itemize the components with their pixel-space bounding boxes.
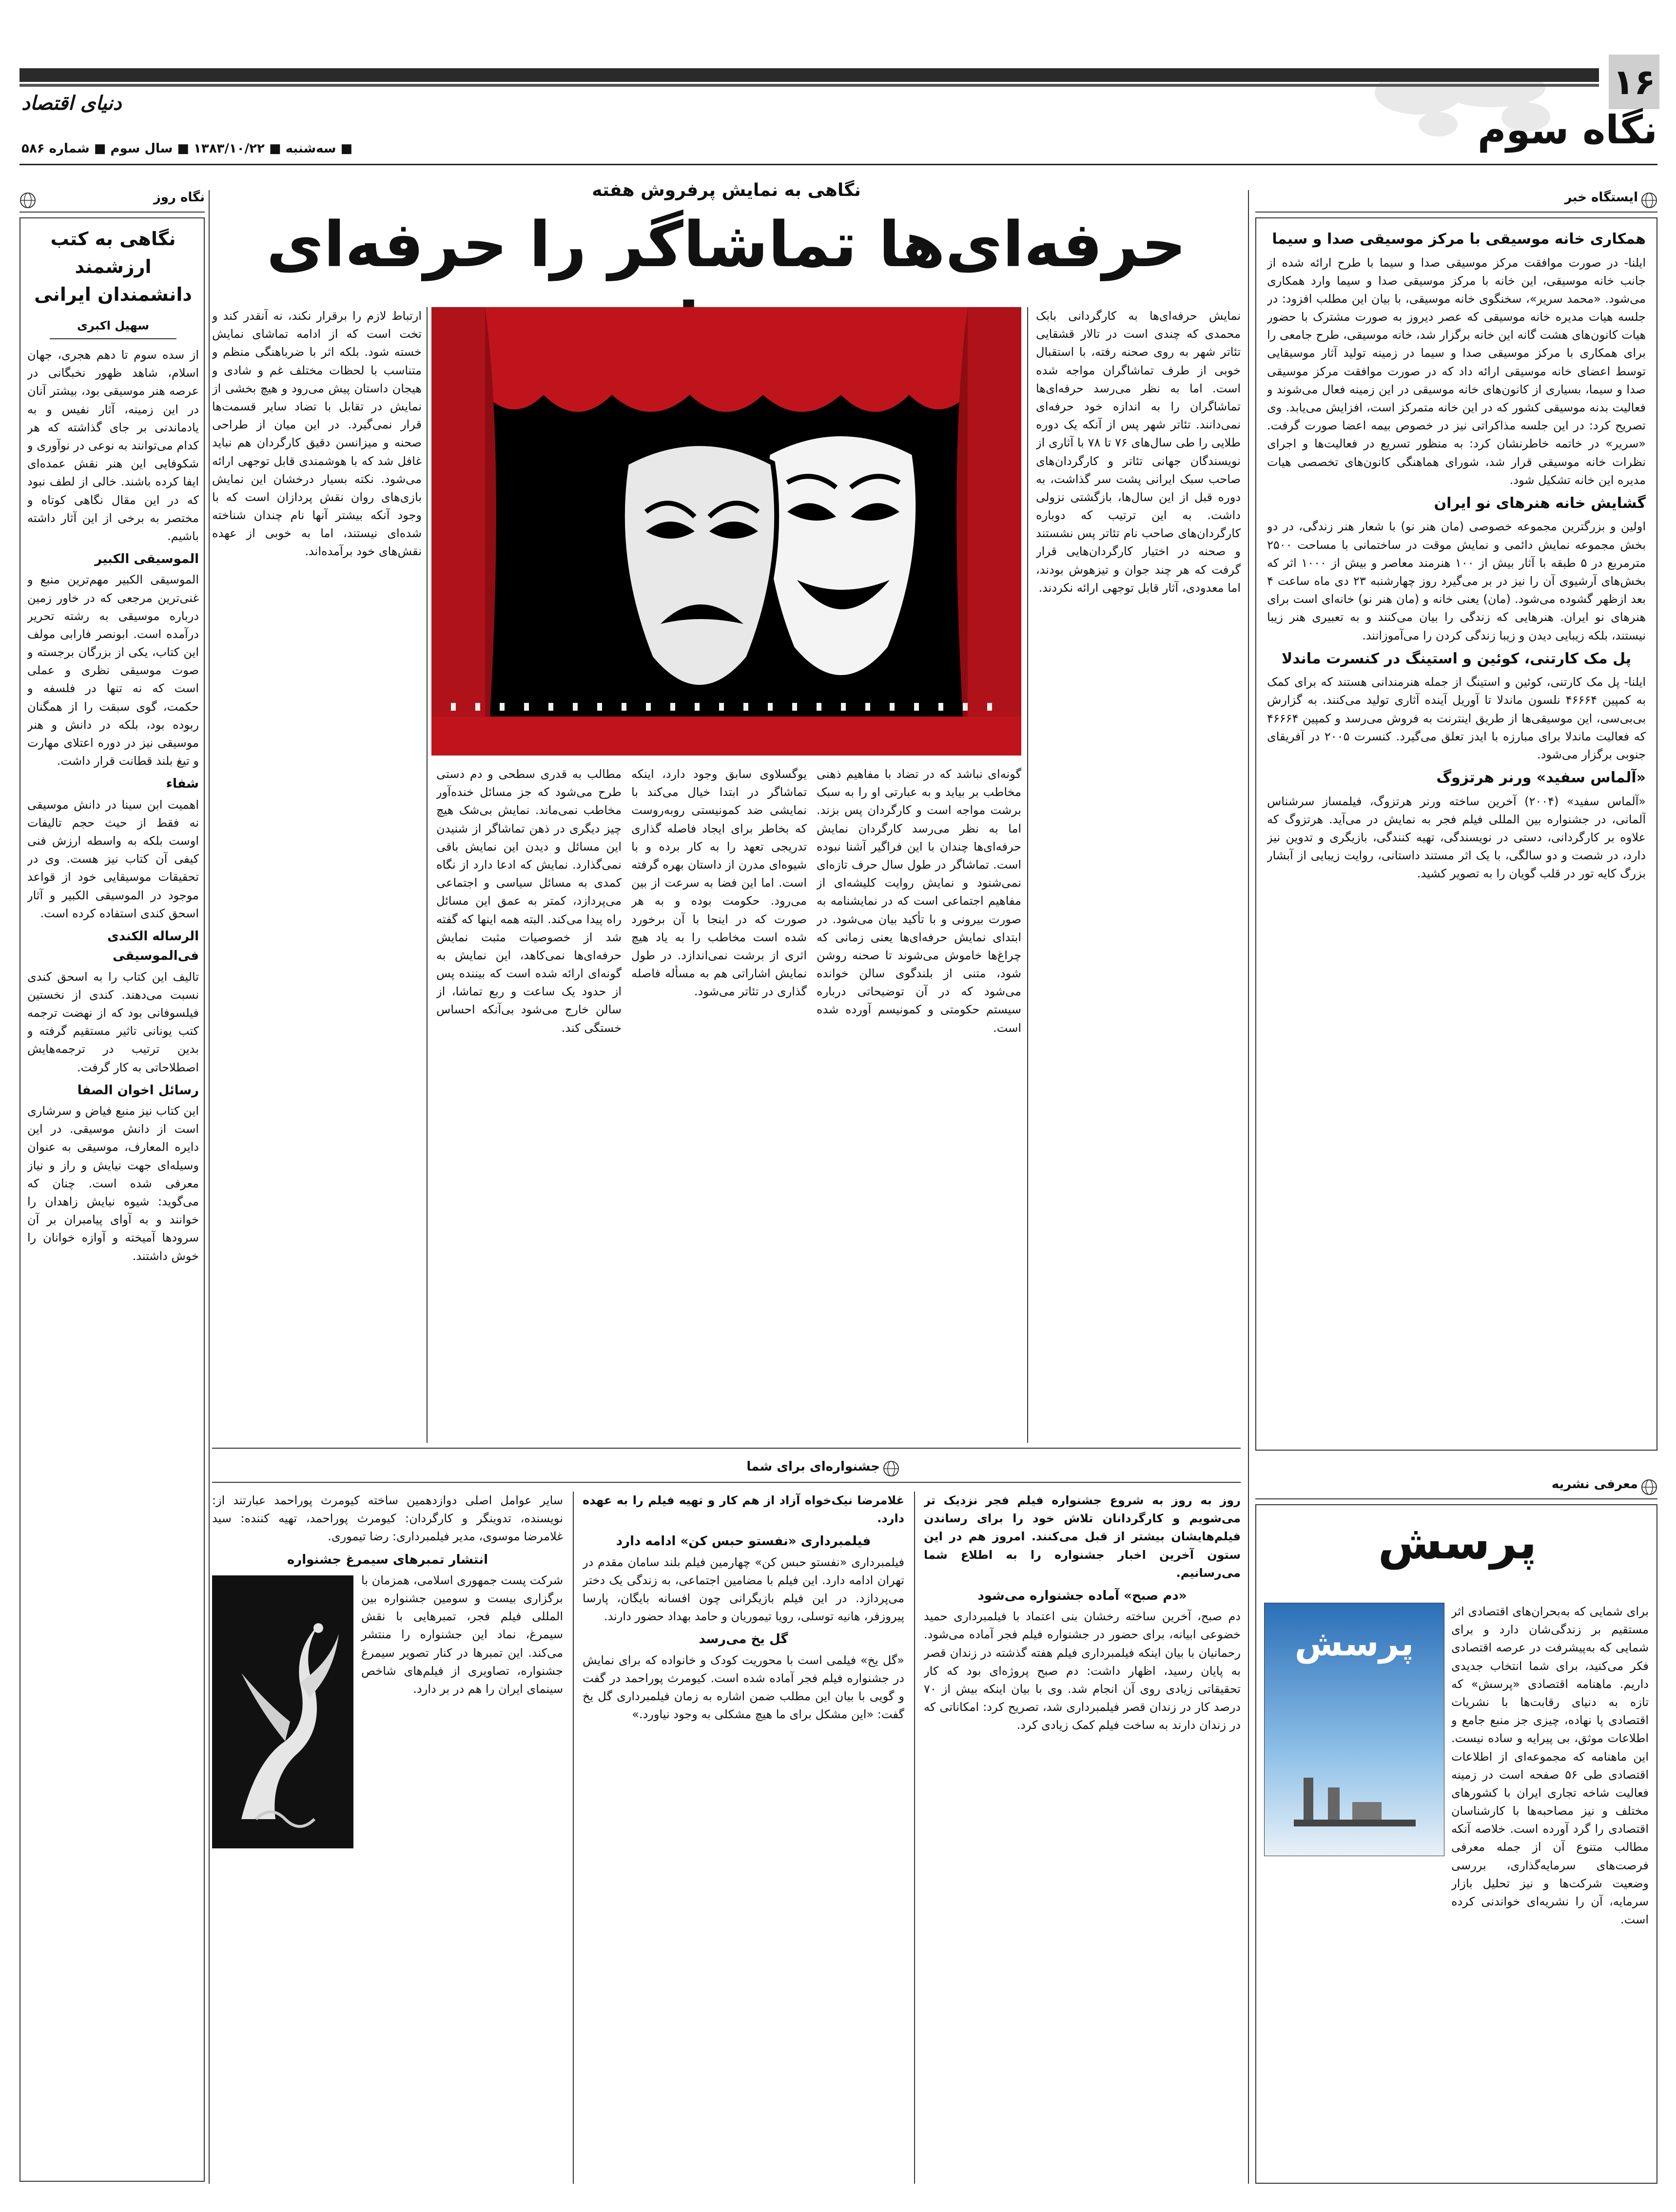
section-label: جشنواره‌ای برای شما	[746, 1459, 880, 1474]
festival-intro: سایر عوامل اصلی دوازدهمین ساخته کیومرث پوراحمد عبارتند از: نویسنده، تدوینگر و کارگردان: کیومرث پوراحمد، تهیه کننده: سید غلامرضا موسوی، مدیر فیلمبرداری: رضا تیموری.	[212, 1494, 563, 1544]
article-bottom-rule	[212, 1448, 1241, 1449]
article-column-4: مطالب به قدری سطحی و دم دستی طرح می‌شود که جز مسائل خنده‌آور مخاطب نمی‌ماند. نمایش بی‌شک هیچ چیز دیگری در ذهن تماشاگر از شنیدن این مسائل و دیدن این نمایش باقی نمی‌گذارد. نمایش که ادعا دارد از نگاه کمدی به مسائل سیاسی و اجتماعی می‌پردازد، کمتر به عمق این مسائل راه پیدا می‌کند. البته همه اینها که گفته شد از خصوصیات مثبت نمایش حرفه‌ای‌ها نمی‌کاهد، این نمایش به گونه‌ای ارائه شده است که بیننده پس از حدود یک ساعت و ربع تماشا، از سالن خارج می‌شود بی‌آنکه احساس خستگی کند.	[436, 767, 622, 1035]
news-title: «آلماس سفید» ورنر هرتزوگ	[1436, 769, 1646, 787]
news-body: «آلماس سفید» (۲۰۰۴) آخرین ساخته ورنر هرتزوگ، فیلمساز سرشناس آلمانی، در جشنواره بین المللی فیلم فجر به نمایش در می‌آید. هرتزوگ که علاوه بر کارگردانی، دستی در نویسندگی، تهیه کنندگی، بازیگری و تدوین نیز دارد، در شصت و دو سالگی، با یک اثر مستند داستانی، روایت زیبایی از آبشار بزرگ کایه تور در قلب گویان را به تصویر کشید.	[1267, 794, 1646, 881]
column-rule	[1027, 307, 1028, 1443]
left-subhead: الموسیقی الکبیر	[95, 552, 199, 567]
left-box	[19, 217, 205, 2182]
article-kicker: نگاهی به نمایش پرفروش هفته	[592, 180, 861, 200]
section-label: معرفی نشریه	[1551, 1477, 1638, 1492]
header-bar-thin	[19, 84, 1599, 87]
festival-item-body: شرکت پست جمهوری اسلامی، همزمان با برگزاری بیست و سومین جشنواره بین المللی فیلم فجر، تمبرهایی با نقش سیمرغ، نماد این جشنواره را منتشر می‌کند. این تمبرها در کنار تصویر سیمرغ جشنواره، تصاویری از فیلم‌های شاخص سینمای ایران را هم در بر دارد.	[361, 1573, 563, 1696]
magazine-body: برای شمایی که به‌بحران‌های اقتصادی اثر مستقیم بر زندگی‌شان دارد و برای شمایی که به‌پیشرفت در عرصه اقتصادی فکر می‌کنید، برای شما انتخاب جدیدی داریم. ماهنامه اقتصادی «پرسش» که تازه به دنیای رقابت‌ها با نشریات اقتصادی پا نهاده، چیزی جز منبع جامع و اطلاعات موثق، بی پیرایه و ساده نیست. این ماهنامه که مجموعه‌ای از اطلاعات اقتصادی طی ۵۶ صفحه است در زمینه فعالیت شاخه تجاری ایران با کشورهای مختلف و نیز مصاحبه‌ها با کارشناسان اقتصادی را گرد آورده است. خلاصه آنکه مطالب متنوع آن از جمله معرفی فرصت‌های سرمایه‌گذاری، بررسی وضعیت شرکت‌ها و نیز تحلیل بازار سرمایه، آن را نشریه‌ای خواندنی کرده است.	[1451, 1605, 1649, 1927]
festival-item-body: دم صبح، آخرین ساخته رخشان بنی اعتماد با فیلمبرداری حمید خضوعی ابیانه، برای حضور در جشنواره فیلم فجر آماده می‌شود. رحمانیان با بیان اینکه فیلمبرداری فیلم هفته گذشته در زندان قصر به پایان رسید، اظهار داشت: دم صبح پروژه‌ای بود که کار تحقیقاتی زیادی روی آن انجام شد. وی با بیان اینکه بیش از ۷۰ درصد کار در زندان قصر فیلمبرداری شد، تصریح کرد: امکاناتی که در زندان دارند به ساخت فیلم کمک زیادی کرد.	[924, 1610, 1241, 1732]
section-rule	[1255, 212, 1657, 213]
simorgh-stamp-image	[212, 1575, 353, 1848]
title-underline	[50, 338, 176, 339]
festival-column-2	[583, 1492, 904, 2184]
news-title: گشایش خانه هنرهای نو ایران	[1434, 494, 1646, 512]
globe-icon	[1641, 192, 1657, 209]
magazine-title: پرسش	[1378, 1515, 1537, 1570]
section-rule	[1255, 1498, 1657, 1499]
theater-masks-image	[431, 307, 1021, 756]
column-rule	[427, 307, 428, 1443]
author-name: سهیل اکبری	[77, 319, 149, 332]
issue-line: ■ سه‌شنبه ■ ۱۳۸۳/۱۰/۲۲ ■ سال سوم ■ شماره ۵۸۶	[21, 141, 353, 156]
newspaper-logo: دنیای اقتصاد	[21, 92, 122, 115]
page-column-rule	[1248, 190, 1249, 2184]
news-items	[1267, 225, 1646, 1444]
globe-icon	[1641, 1479, 1657, 1495]
page-column-rule	[209, 190, 210, 2184]
left-text: این کتاب نیز منبع فیاض و سرشاری است از دانش موسیقی. در این دایره المعارف، موسیقی به عنوان وسیله‌ای جهت نیایش و راز و نیاز معرفی شده است. چنان که می‌گوید: شیوه نیایش زاهدان را خوانند و به آوای پیامبران بر آن سرودها آمیخته و آوازه خوانان را خوش داشتند.	[27, 1104, 199, 1263]
left-subhead: الرساله الکندی فی‌الموسیقی	[107, 929, 199, 964]
magazine-box	[1255, 1504, 1657, 2184]
globe-icon	[19, 192, 36, 209]
festival-item-body: «گل یخ» فیلمی است با محوریت کودک و خانواده که برای نمایش در جشنواره فیلم فجر آماده شده است. کیومرث پوراحمد در گفت و گویی با بیان این مطلب ضمن اشاره به زمان فیلمبرداری گل یخ گفت: «این مشکل برای ما هیچ مشکلی به وجود نیاورد.»	[583, 1653, 904, 1722]
festival-column-1	[924, 1492, 1241, 2184]
page-header	[0, 0, 1676, 166]
left-text: اهمیت ابن سینا در دانش موسیقی نه فقط از حیث حجم تالیفات اوست بلکه به واسطه ارزش فنی کیفی آن کتاب نیز هست. وی در تحقیقات موسیقایی خود از قواعد موجود در الموسیقی الکبیر و آثار اسحق کندی استفاده کرده است.	[27, 797, 199, 920]
festival-item-title: انتشار تمبرهای سیمرغ جشنواره	[287, 1552, 488, 1567]
festival-intro: روز به روز به شروع جشنواره فیلم فجر نزدیک تر می‌شویم و کارگردانان تلاش خود را برای رساندن فیلم‌هایشان بیشتر از قبل می‌کنند. امروز هم در این ستون آخرین اخبار جشنواره را به اطلاع شما می‌رسانیم.	[924, 1494, 1241, 1580]
column-rule	[573, 1492, 574, 2184]
magazine-section	[1255, 1477, 1657, 2184]
section-label: نگاه روز	[153, 190, 205, 205]
news-title: پل مک کارتنی، کوئین و استینگ در کنسرت ماندلا	[1281, 650, 1632, 667]
left-text: تالیف این کتاب را به اسحق کندی نسبت می‌دهند. کندی از نخستین فیلسوفانی بود که از نهضت ترجمه کتب یونانی تاثیر مستقیم گرفته و بدین ترتیب در ترجمه‌هایش اصطلاحاتی به کار گرفت.	[27, 970, 199, 1074]
section-rule	[19, 212, 205, 213]
festival-item-title: فیلمبرداری «نفستو حبس کن» ادامه دارد	[616, 1534, 871, 1549]
left-column	[19, 190, 205, 2184]
festival-item-body: فیلمبرداری «نفستو حبس کن» چهارمین فیلم بلند سامان مقدم در تهران ادامه دارد. این فیلم با مضامین اجتماعی، به زندگی یک دختر می‌پردازد. در این فیلم بازیگرانی چون افسانه بایگان، پارسا پیروزفر، هانیه توسلی، رویا تیموریان و حامد بهداد حضور دارند.	[583, 1555, 904, 1624]
news-body: ایلنا- در صورت موافقت مرکز موسیقی صدا و سیما با طرح ارائه شده از جانب خانه موسیقی، این خانه با مرکز موسیقی صدا و سیما وارد همکاری می‌شود. «محمد سریر»، سخنگوی خانه موسیقی، با بیان این مطلب افزود: در جلسه هیات مدیره خانه موسیقی که عصر دیروز به صورت مشترک با حضور هیات کانون‌های هشت گانه این خانه برگزار شد، خانه موسیقی، طرح جامعی را برای همکاری با مرکز موسیقی صدا و سیما در زمینه تولید آثار موسیقایی توسط اعضای خانه موسیقی ارائه داد که در صورت موافقت مرکز موسیقی صدا و سیما، بسیاری از کانون‌های خانه موسیقی در این زمینه فعال می‌شوند و فعالیت بدنه موسیقی کشور که در این خانه متمرکز است، افزایش می‌یابد. وی تصریح کرد: در این جلسه مذاکراتی نیز در خصوص بیمه اعضا صورت گرفت. «سریر» در خاتمه خاطرنشان کرد: به منظور تسریع در فعالیت‌ها و اجرای نظرات خانه موسیقی قرار شد، شورای هماهنگی کانون‌های تخصصی هیات مدیره این خانه تشکیل شود.	[1267, 255, 1646, 487]
festival-item-title: گل یخ می‌رسد	[699, 1632, 788, 1647]
festival-intro: غلامرضا نیک‌خواه آزاد از هم کار و تهیه فیلم را به عهده دارد.	[583, 1494, 904, 1526]
left-intro: از سده سوم تا دهم هجری، جهان اسلام، شاهد ظهور نخبگانی در عرصه هنر موسیقی بود، بیشتر آنان در این زمینه، آثار نفیس و به یادماندنی بر جای گذاشته که هر کدام می‌توانند به نوعی در نوآوری و شکوفایی این هنر نقش عمده‌ای ایفا کرده باشند. خالی از لطف نبود که در این مقال نگاهی کوتاه و مختصر به برخی از این آثار داشته باشیم.	[27, 348, 199, 543]
tragedy-mask	[623, 444, 777, 687]
column-rule	[914, 1492, 915, 2184]
article-column-5: ارتباط لازم را برقرار نکند، نه آنقدر کند و تخت است که از ادامه تماشای نمایش خسته شود. بلکه اثر با ضرباهنگی منظم و متناسب با لحظات مختلف غم و شادی و هیجان داستان پیش می‌رود و هیچ بخشی از نمایش در تقابل با تضاد سایر قسمت‌ها قرار نمی‌گیرد. در این میان از طراحی صحنه و میزانسن دقیق کارگردان هم نباید غافل شد که با هوشمندی قابل توجهی ارائه می‌شود. نکته بسیار درخشان این نمایش بازی‌های روان نقش پردازان است که با وجود آنکه بیشتر آنها نام چندان شناخته شده‌ای نیستند، اما به خوبی از عهده نقش‌های خود برآمده‌اند.	[212, 309, 422, 559]
article-column-1: نمایش حرفه‌ای‌ها به کارگردانی بابک محمدی که چندی است در تالار قشقایی تئاتر شهر به روی صحنه رفته، با استقبال خوبی از طرف تماشاگران مواجه شده است. اما به نظر می‌رسد حرفه‌ای‌ها تماشاگران را به اندازه خود حرفه‌ای نمی‌دانند. تئاتر شهر پس از آنکه یک دوره طلایی را طی سال‌های ۷۶ تا ۷۸ با آثاری از نویسندگان جهانی تئاتر و کارگردان‌های صاحب سبک ایرانی پشت سر گذاشت، به دوره قبل از این سال‌ها، بازگشتی نزولی داشت. به این ترتیب که دوباره کارگردان‌های صاحب نام تئاتر پس نشستند و صحنه در اختیار کارگردان‌هایی قرار گرفت که هر چند جوان و تیزهوش بودند، اما معدودی، آثار قابل توجهی ارائه نکردند.	[1036, 309, 1241, 595]
right-column	[1255, 190, 1657, 1453]
globe-icon	[883, 1460, 899, 1477]
news-title: همکاری خانه موسیقی با مرکز موسیقی صدا و سیما	[1272, 231, 1646, 248]
left-subhead: شفاء	[166, 776, 199, 792]
section-rule	[212, 1482, 1241, 1483]
left-title: نگاهی به کتب ارزشمند دانشمندان ایرانی	[34, 228, 192, 305]
left-text: الموسیقی الکبیر مهم‌ترین منبع و غنی‌ترین مرجعی که در خاور زمین درباره موسیقی به رشته تحریر درآمده است. ابونصر فارابی مولف این کتاب، یکی از بزرگان برجسته و صوت موسیقی نظری و عملی است که نه تنها در فلسفه و حکمت، گوی سبقت را از همگنان ربوده بود، بلکه در دانش و هنر موسیقی نیز در دوره اعتلای مهارت و تیغ بلند قطانت قرار داشت.	[27, 573, 199, 768]
news-body: ایلنا- پل مک کارتنی، کوئین و استینگ از جمله هنرمندانی هستند که برای کمک به کمپین ۴۶۶۶۴ نلسون ماندلا تا آوریل آینده آثاری تولید می‌کنند. به گزارش بی‌بی‌سی، این موسیقی‌ها از طریق اینترنت به فروش می‌رسد و کمپین ۴۶۶۶۴ که فعالیت ماندلا برای مبارزه با ایدز تعلق می‌گیرد. کنسرت ۲۰۰۵ در آفریقای جنوبی برگزار می‌شود.	[1267, 675, 1646, 761]
article-column-2: گونه‌ای نباشد که در تضاد با مفاهیم ذهنی مخاطب بر بیاید و به عبارتی او را به سبک برشت مواجه است و کارگردان پس بزند. اما به نظر می‌رسد کارگردان نمایش حرفه‌ای‌ها چندان با این فراگیر آشنا نبوده است. تماشاگر در طول سال حرف تازه‌ای نمی‌شنود و نمایش روایت کلیشه‌ای از مفاهیم اجتماعی است که در نمایشنامه به صورت بیرونی و با تأکید بیان می‌شود. در ابتدای نمایش حرفه‌ای‌ها یعنی زمانی که چراغ‌ها خاموش می‌شوند تا صحنه روشن شود، متنی از بلندگوی سالن خوانده می‌شود که در آن توضیحاتی درباره سیستم حکومتی و کمونیسم آورده شده است.	[817, 767, 1021, 1035]
article-headline: حرفه‌ای‌ها تماشاگر را حرفه‌ای	[266, 209, 1187, 281]
header-bottom-rule	[19, 164, 1657, 165]
left-subhead: رسائل اخوان الصفا	[77, 1083, 199, 1098]
festival-column-3	[212, 1492, 563, 2184]
article-column-3: یوگسلاوی سابق وجود دارد، اینکه تماشاگر در ابتدا خیال می‌کند با نمایشی ضد کمونیستی روبه‌روست که بخاطر برای ایجاد فاصله گذاری تدریجی تعهد را به کار برده و با شیوه‌ای مدرن از داستان بهره گرفته است. اما این فضا به سرعت از بین می‌رود. حکومت بوده و به هر صورت که در اینجا با آن برخورد شده است مخاطب را به یاد هیچ اثری از برشت نمی‌اندازد. در طول نمایش اشاراتی هم به مسأله فاصله گذاری در تئاتر می‌شود.	[631, 767, 807, 999]
news-box	[1255, 217, 1657, 1451]
cover-title: پرسش	[1294, 1623, 1414, 1664]
section-title: نگاه سوم	[1477, 107, 1657, 153]
header-bar	[19, 68, 1599, 82]
page-number: ۱۶	[1613, 61, 1656, 102]
festival-section	[212, 1457, 1241, 2189]
section-label: ایستگاه خبر	[1564, 190, 1638, 205]
festival-item-title: «دم صبح» آماده جشنواره می‌شود	[977, 1588, 1187, 1603]
magazine-cover	[1264, 1603, 1444, 1856]
main-article	[212, 175, 1241, 1453]
news-body: اولین و بزرگترین مجموعه خصوصی (مان هنر نو) با شعار هنر زندگی، در دو بخش مجموعه نمایش دائمی و نمایش موقت در ساختمانی با مساحت ۲۵۰۰ مترمربع در ۵ طبقه با آثار بیش از ۱۰۰ هنرمند معاصر و بیش از ۱۰۰۰ اثر که بخش‌های آرشیوی آن را نیز در بر می‌گیرد روز چهارشنبه ۲۳ دی ماه ساعت ۴ بعد ازظهر گشوده می‌شود. (مان) یعنی خانه و (مان هنر نو) خانه‌ای است برای هنرهای نو ایران. هنرهایی که زندگی را بیان می‌کنند و به تعبیری هنر زیبا نیستند، بلکه زیبایی دیدن و زیبا زندگی کردن را می‌آموزانند.	[1267, 520, 1646, 642]
left-body	[27, 346, 199, 2174]
cover-plant-graphic	[1294, 1768, 1416, 1826]
comedy-mask	[764, 434, 918, 678]
page-number-box	[1609, 55, 1659, 109]
